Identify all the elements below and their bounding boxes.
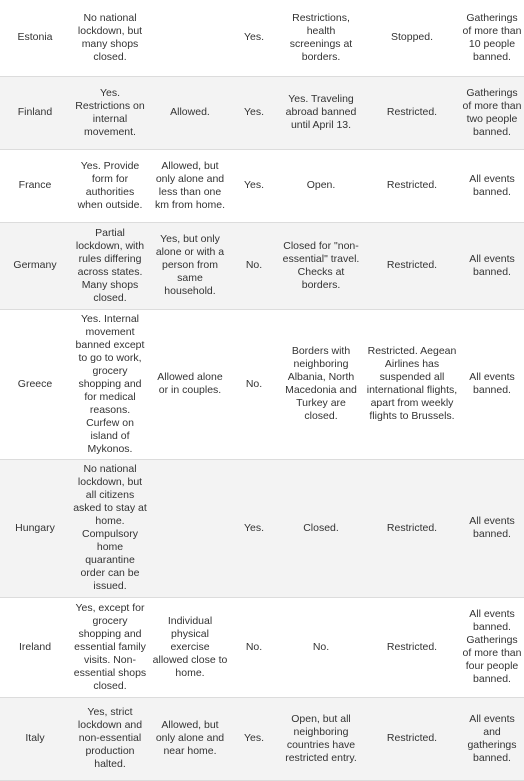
- borders-cell: No.: [278, 597, 364, 697]
- flights-cell: Restricted.: [364, 76, 460, 149]
- table-row: [0, 0, 524, 76]
- lockdown-cell: Yes. Provide form for authorities when outside.: [70, 149, 150, 222]
- gatherings-cell: All events banned.: [460, 222, 524, 309]
- schools-cell: No.: [230, 309, 278, 459]
- borders-cell: Closed for "non-essential" travel. Checks at borders.: [278, 222, 364, 309]
- outdoor-cell: Individual physical exercise allowed close to home.: [150, 597, 230, 697]
- table-row: [0, 459, 524, 597]
- flights-cell: Restricted.: [364, 597, 460, 697]
- schools-cell: Yes.: [230, 697, 278, 780]
- country-cell: Ireland: [0, 597, 70, 697]
- outdoor-cell: [150, 0, 230, 76]
- outdoor-cell: Allowed, but only alone and less than one km from home.: [150, 149, 230, 222]
- borders-cell: Open, but all neighboring countries have restricted entry.: [278, 697, 364, 780]
- country-cell: Germany: [0, 222, 70, 309]
- flights-cell: Restricted.: [364, 697, 460, 780]
- schools-cell: Yes.: [230, 0, 278, 76]
- gatherings-cell: All events banned.: [460, 309, 524, 459]
- schools-cell: Yes.: [230, 149, 278, 222]
- gatherings-cell: All events banned. Gatherings of more than four people banned.: [460, 597, 524, 697]
- schools-cell: Yes.: [230, 459, 278, 597]
- lockdown-cell: Partial lockdown, with rules differing across states. Many shops closed.: [70, 222, 150, 309]
- schools-cell: Yes.: [230, 76, 278, 149]
- lockdown-cell: Yes. Restrictions on internal movement.: [70, 76, 150, 149]
- lockdown-cell: No national lockdown, but many shops closed.: [70, 0, 150, 76]
- flights-cell: Restricted.: [364, 149, 460, 222]
- schools-cell: No.: [230, 597, 278, 697]
- table-row: [0, 597, 524, 697]
- borders-cell: Closed.: [278, 459, 364, 597]
- borders-cell: Yes. Traveling abroad banned until April 13.: [278, 76, 364, 149]
- gatherings-cell: All events and gatherings banned.: [460, 697, 524, 780]
- flights-cell: Restricted.: [364, 459, 460, 597]
- lockdown-cell: Yes, strict lockdown and non-essential production halted.: [70, 697, 150, 780]
- flights-cell: Restricted. Aegean Airlines has suspended all international flights, apart from weekly flights to Brussels.: [364, 309, 460, 459]
- borders-cell: Open.: [278, 149, 364, 222]
- table-row: [0, 697, 524, 780]
- lockdown-cell: No national lockdown, but all citizens asked to stay at home. Compulsory home quarantine order can be issued.: [70, 459, 150, 597]
- flights-cell: Stopped.: [364, 0, 460, 76]
- country-cell: Greece: [0, 309, 70, 459]
- country-cell: Estonia: [0, 0, 70, 76]
- table-row: [0, 309, 524, 459]
- gatherings-cell: Gatherings of more than two people banned.: [460, 76, 524, 149]
- outdoor-cell: Allowed alone or in couples.: [150, 309, 230, 459]
- country-cell: Finland: [0, 76, 70, 149]
- borders-cell: Borders with neighboring Albania, North Macedonia and Turkey are closed.: [278, 309, 364, 459]
- outdoor-cell: Allowed.: [150, 76, 230, 149]
- country-cell: Hungary: [0, 459, 70, 597]
- table-row: [0, 222, 524, 309]
- flights-cell: Restricted.: [364, 222, 460, 309]
- borders-cell: Restrictions, health screenings at borders.: [278, 0, 364, 76]
- gatherings-cell: Gatherings of more than 10 people banned.: [460, 0, 524, 76]
- gatherings-cell: All events banned.: [460, 459, 524, 597]
- table-row: [0, 76, 524, 149]
- country-cell: France: [0, 149, 70, 222]
- country-cell: Italy: [0, 697, 70, 780]
- outdoor-cell: Allowed, but only alone and near home.: [150, 697, 230, 780]
- lockdown-cell: Yes. Internal movement banned except to go to work, grocery shopping and for medical reasons. Curfew on island of Mykonos.: [70, 309, 150, 459]
- gatherings-cell: All events banned.: [460, 149, 524, 222]
- lockdown-cell: Yes, except for grocery shopping and essential family visits. Non-essential shops closed.: [70, 597, 150, 697]
- outdoor-cell: [150, 459, 230, 597]
- outdoor-cell: Yes, but only alone or with a person from same household.: [150, 222, 230, 309]
- schools-cell: No.: [230, 222, 278, 309]
- table-row: [0, 149, 524, 222]
